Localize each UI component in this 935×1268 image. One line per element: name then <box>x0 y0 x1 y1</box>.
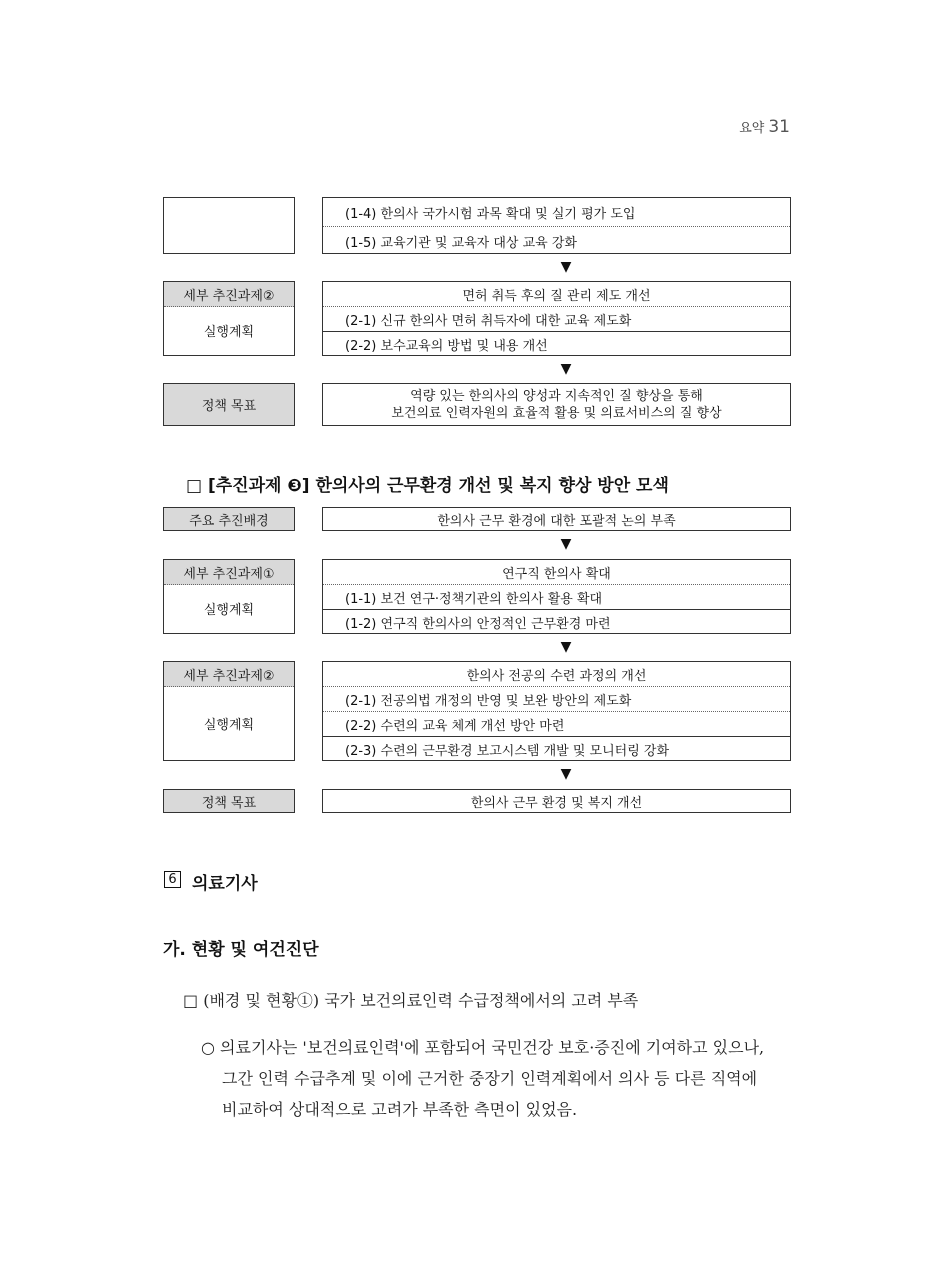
down-arrow-icon: ▼ <box>560 361 572 377</box>
goal-label: 정책 목표 <box>163 789 295 813</box>
empty-left-box <box>163 197 295 254</box>
task-heading: 한의사 전공의 수련 과정의 개선 <box>466 668 647 684</box>
plan-label: 실행계획 <box>203 717 255 733</box>
task-heading: 면허 취득 후의 질 관리 제도 개선 <box>462 288 651 304</box>
down-arrow-icon: ▼ <box>560 766 572 782</box>
paragraph-line: 그간 인력 수급추계 및 이에 근거한 중장기 인력계획에서 의사 등 다른 직역에 <box>222 1069 758 1088</box>
page-number: 31 <box>768 117 790 137</box>
goal-line: 역량 있는 한의사의 양성과 지속적인 질 향상을 통해 <box>410 388 703 404</box>
plan-row: (1-4) 한의사 국가시험 과목 확대 및 실기 평가 도입 <box>345 206 636 222</box>
down-arrow-icon: ▼ <box>560 259 572 275</box>
plan-box-1 <box>322 197 791 254</box>
task-title: 세부 추진과제② <box>164 662 294 687</box>
plan-label: 실행계획 <box>203 603 255 618</box>
plan-row: (1-5) 교육기관 및 교육자 대상 교육 강화 <box>323 226 790 255</box>
plan-row: (2-2) 보수교육의 방법 및 내용 개선 <box>323 331 790 357</box>
task-heading: 연구직 한의사 확대 <box>502 566 611 582</box>
section-title: 의료기사 <box>192 874 258 894</box>
goal-line: 보건의료 인력자원의 효율적 활용 및 의료서비스의 질 향상 <box>391 405 722 421</box>
paragraph-line: 비교하여 상대적으로 고려가 부족한 측면이 있었음. <box>222 1100 578 1119</box>
plan-row: (2-2) 수련의 교육 체계 개선 방안 마련 <box>323 711 790 737</box>
down-arrow-icon: ▼ <box>560 536 572 552</box>
task-right-box <box>322 661 791 761</box>
plan-row: (1-1) 보건 연구·정책기관의 한의사 활용 확대 <box>323 584 790 610</box>
subsection-title: 가. 현황 및 여건진단 <box>163 940 319 960</box>
plan-label: 실행계획 <box>203 325 255 340</box>
task-left-box <box>163 661 295 761</box>
task-left-box <box>163 559 295 634</box>
task-right-box <box>322 281 791 356</box>
plan-row: (2-1) 전공의법 개정의 반영 및 보완 방안의 제도화 <box>323 686 790 712</box>
plan-row: (2-1) 신규 한의사 면허 취득자에 대한 교육 제도화 <box>323 306 790 332</box>
header-label: 요약 <box>739 121 765 136</box>
task-title: 세부 추진과제① <box>164 560 294 585</box>
page-header <box>700 117 790 137</box>
paragraph-line: ○ 의료기사는 '보건의료인력'에 포함되어 국민건강 보호·증진에 기여하고 있으나, <box>201 1038 765 1057</box>
task-right-box <box>322 559 791 634</box>
goal-box <box>322 383 791 426</box>
goal-text: 한의사 근무 환경 및 복지 개선 <box>322 789 791 813</box>
bullet-square: □ (배경 및 현황①) 국가 보건의료인력 수급정책에서의 고려 부족 <box>183 991 639 1010</box>
background-text: 한의사 근무 환경에 대한 포괄적 논의 부족 <box>322 507 791 531</box>
bullet-circle-paragraph <box>201 1032 764 1125</box>
task-title: 세부 추진과제② <box>164 282 294 307</box>
project-title: □ [추진과제 ❸] 한의사의 근무환경 개선 및 복지 향상 방안 모색 <box>186 476 669 496</box>
plan-row: (1-2) 연구직 한의사의 안정적인 근무환경 마련 <box>323 609 790 635</box>
down-arrow-icon: ▼ <box>560 639 572 655</box>
background-label: 주요 추진배경 <box>163 507 295 531</box>
section-number-box: 6 <box>164 871 181 888</box>
plan-row: (2-3) 수련의 근무환경 보고시스템 개발 및 모니터링 강화 <box>323 736 790 762</box>
task-left-box <box>163 281 295 356</box>
goal-label: 정책 목표 <box>163 383 295 426</box>
